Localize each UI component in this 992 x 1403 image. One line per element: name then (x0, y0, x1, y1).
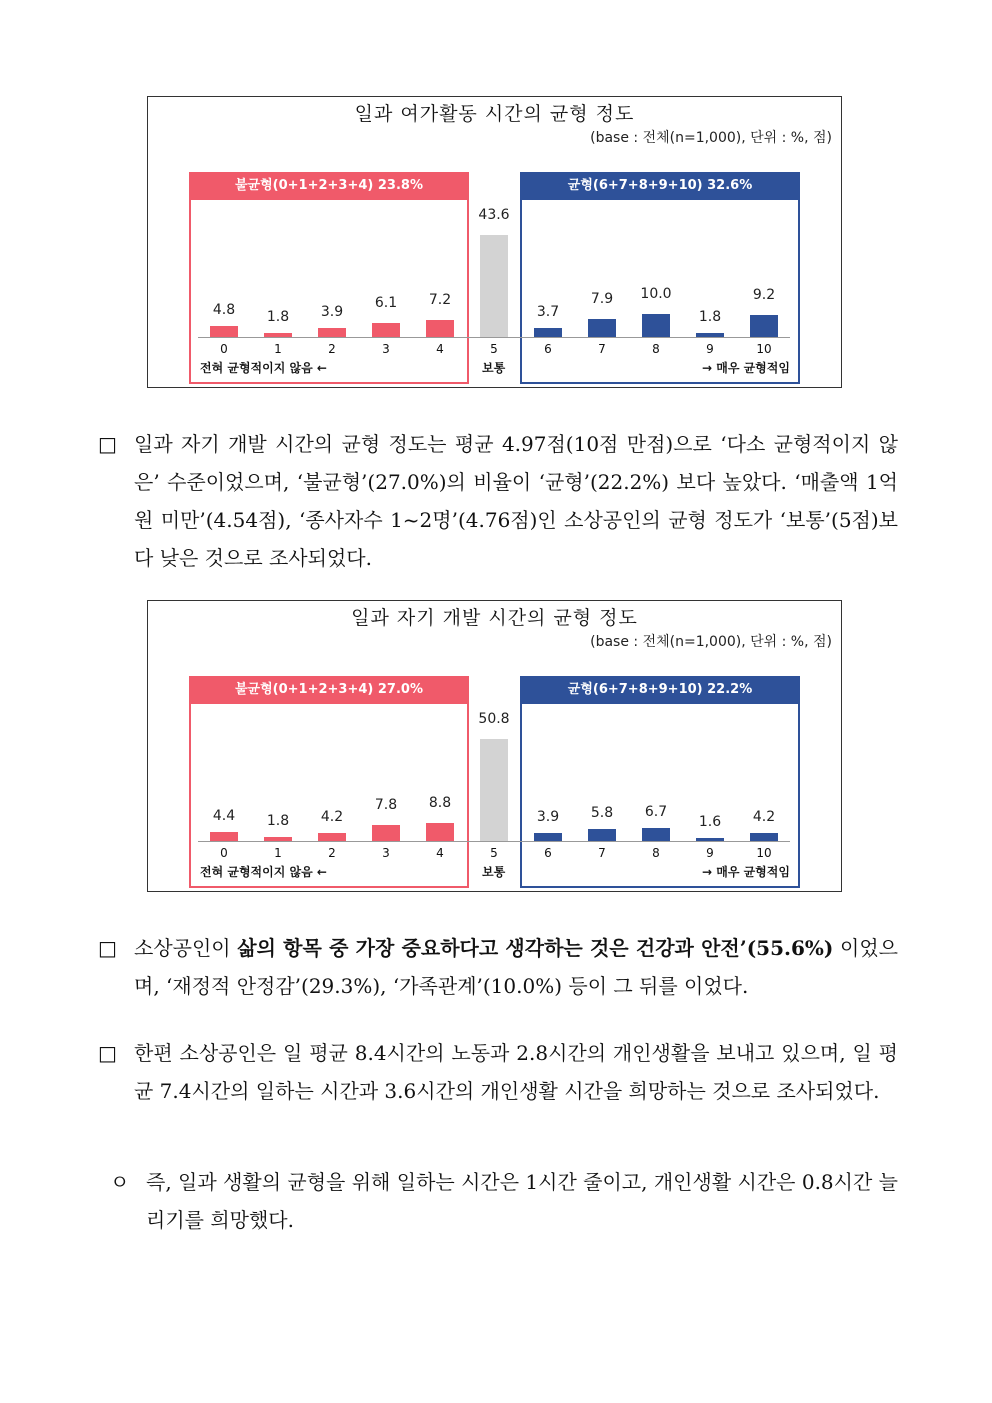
bar-1 (264, 837, 292, 841)
tick-label-2: 2 (328, 342, 336, 356)
paragraph-summary (110, 1163, 898, 1239)
data-label-6: 3.7 (536, 304, 560, 320)
paragraph-text (134, 929, 898, 1005)
paragraph-text: 즉, 일과 생활의 균형을 위해 일하는 시간은 1시간 줄이고, 개인생활 시간은 0.8시간 늘리기를 희망했다. (146, 1170, 898, 1232)
data-label-4: 7.2 (428, 292, 452, 308)
bar-7 (588, 319, 616, 337)
axis-left-end-label: 전혀 균형적이지 않음 ← (200, 361, 327, 375)
bar-10 (750, 833, 778, 841)
circle-bullet: ㅇ (110, 1170, 130, 1194)
square-bullet: □ (98, 432, 117, 456)
data-label-10: 9.2 (752, 287, 776, 303)
bar-4 (426, 320, 454, 337)
bar-8 (642, 314, 670, 337)
data-label-8: 10.0 (640, 286, 672, 302)
tick-label-0: 0 (220, 342, 228, 356)
paragraph-lead: 소상공인이 (134, 936, 238, 960)
square-bullet: □ (98, 936, 117, 960)
data-label-10: 4.2 (752, 809, 776, 825)
bar-6 (534, 328, 562, 337)
tick-label-2: 2 (328, 846, 336, 860)
balanced-group-header: 균형(6+7+8+9+10) 22.2% (520, 676, 800, 704)
bar-9 (696, 333, 724, 337)
bar-0 (210, 832, 238, 841)
paragraph-work-hours (98, 1034, 898, 1110)
data-label-8: 6.7 (644, 804, 668, 820)
tick-label-10: 10 (756, 342, 772, 356)
data-label-7: 7.9 (590, 291, 614, 307)
bar-0 (210, 326, 238, 337)
tick-label-6: 6 (544, 846, 552, 860)
data-label-6: 3.9 (536, 809, 560, 825)
chart-title: 일과 여가활동 시간의 균형 정도 (354, 103, 635, 125)
paragraph-rest: 이었으며, ‘재정적 안정감’(29.3%), ‘가족관계’(10.0%) 등이 그 뒤를 이었다. (134, 936, 898, 998)
bar-2 (318, 833, 346, 841)
tick-label-7: 7 (598, 846, 606, 860)
bar-3 (372, 323, 400, 337)
square-bullet: □ (98, 1041, 117, 1065)
bar-9 (696, 838, 724, 841)
tick-label-3: 3 (382, 846, 390, 860)
chart-base-note: (base : 전체(n=1,000), 단위 : %, 점) (590, 634, 832, 650)
data-label-2: 4.2 (320, 809, 344, 825)
tick-label-5: 5 (490, 342, 498, 356)
bar-10 (750, 315, 778, 337)
tick-label-4: 4 (436, 846, 444, 860)
chart-title: 일과 자기 개발 시간의 균형 정도 (351, 607, 638, 629)
bar-5 (480, 235, 508, 337)
tick-label-8: 8 (652, 846, 660, 860)
paragraph-self-development (98, 425, 898, 577)
x-axis-line (198, 841, 790, 842)
unbalanced-group-header: 불균형(0+1+2+3+4) 27.0% (189, 676, 469, 704)
paragraph-bold: 삶의 항목 중 가장 중요하다고 생각하는 것은 건강과 안전’(55.6%) (237, 936, 834, 960)
data-label-1: 1.8 (266, 309, 290, 325)
data-label-1: 1.8 (266, 813, 290, 829)
x-axis-line (198, 337, 790, 338)
data-label-0: 4.8 (212, 302, 236, 318)
bar-2 (318, 328, 346, 337)
data-label-5: 43.6 (478, 207, 510, 223)
paragraph-life-priority (98, 929, 898, 1005)
bar-3 (372, 825, 400, 841)
tick-label-5: 5 (490, 846, 498, 860)
data-label-2: 3.9 (320, 304, 344, 320)
data-label-7: 5.8 (590, 805, 614, 821)
data-label-3: 7.8 (374, 797, 398, 813)
axis-mid-label: 보통 (482, 361, 506, 375)
tick-label-9: 9 (706, 342, 714, 356)
chart-base-note: (base : 전체(n=1,000), 단위 : %, 점) (590, 130, 832, 146)
tick-label-6: 6 (544, 342, 552, 356)
axis-right-end-label: → 매우 균형적임 (702, 865, 790, 879)
bar-1 (264, 333, 292, 337)
bar-6 (534, 833, 562, 841)
data-label-9: 1.8 (698, 309, 722, 325)
tick-label-8: 8 (652, 342, 660, 356)
tick-label-7: 7 (598, 342, 606, 356)
bar-4 (426, 823, 454, 841)
axis-mid-label: 보통 (482, 865, 506, 879)
chart-leisure-balance (147, 96, 842, 388)
bar-7 (588, 829, 616, 841)
axis-left-end-label: 전혀 균형적이지 않음 ← (200, 865, 327, 879)
chart-self-development-balance (147, 600, 842, 892)
axis-right-end-label: → 매우 균형적임 (702, 361, 790, 375)
data-label-9: 1.6 (698, 814, 722, 830)
tick-label-0: 0 (220, 846, 228, 860)
data-label-5: 50.8 (478, 711, 510, 727)
tick-label-10: 10 (756, 846, 772, 860)
data-label-3: 6.1 (374, 295, 398, 311)
bar-8 (642, 828, 670, 841)
paragraph-text: 한편 소상공인은 일 평균 8.4시간의 노동과 2.8시간의 개인생활을 보내고 있으며, 일 평균 7.4시간의 일하는 시간과 3.6시간의 개인생활 시간을 희망하는 것으로 조사되었다. (134, 1041, 898, 1103)
bar-5 (480, 739, 508, 841)
tick-label-4: 4 (436, 342, 444, 356)
data-label-4: 8.8 (428, 795, 452, 811)
tick-label-1: 1 (274, 342, 282, 356)
unbalanced-group-header: 불균형(0+1+2+3+4) 23.8% (189, 172, 469, 200)
balanced-group-header: 균형(6+7+8+9+10) 32.6% (520, 172, 800, 200)
tick-label-3: 3 (382, 342, 390, 356)
tick-label-1: 1 (274, 846, 282, 860)
data-label-0: 4.4 (212, 808, 236, 824)
tick-label-9: 9 (706, 846, 714, 860)
paragraph-text: 일과 자기 개발 시간의 균형 정도는 평균 4.97점(10점 만점)으로 ‘다소 균형적이지 않은’ 수준이었으며, ‘불균형’(27.0%)의 비율이 ‘균형’(22.2%) 보다 높았다. ‘매출액 1억원 미만’(4.54점), ‘종사자수 1~2명’(4.76점)인 소상공인의 균형 정도가 ‘보통’(5점)보다 낮은 것으로 조사되었다. (134, 432, 898, 570)
